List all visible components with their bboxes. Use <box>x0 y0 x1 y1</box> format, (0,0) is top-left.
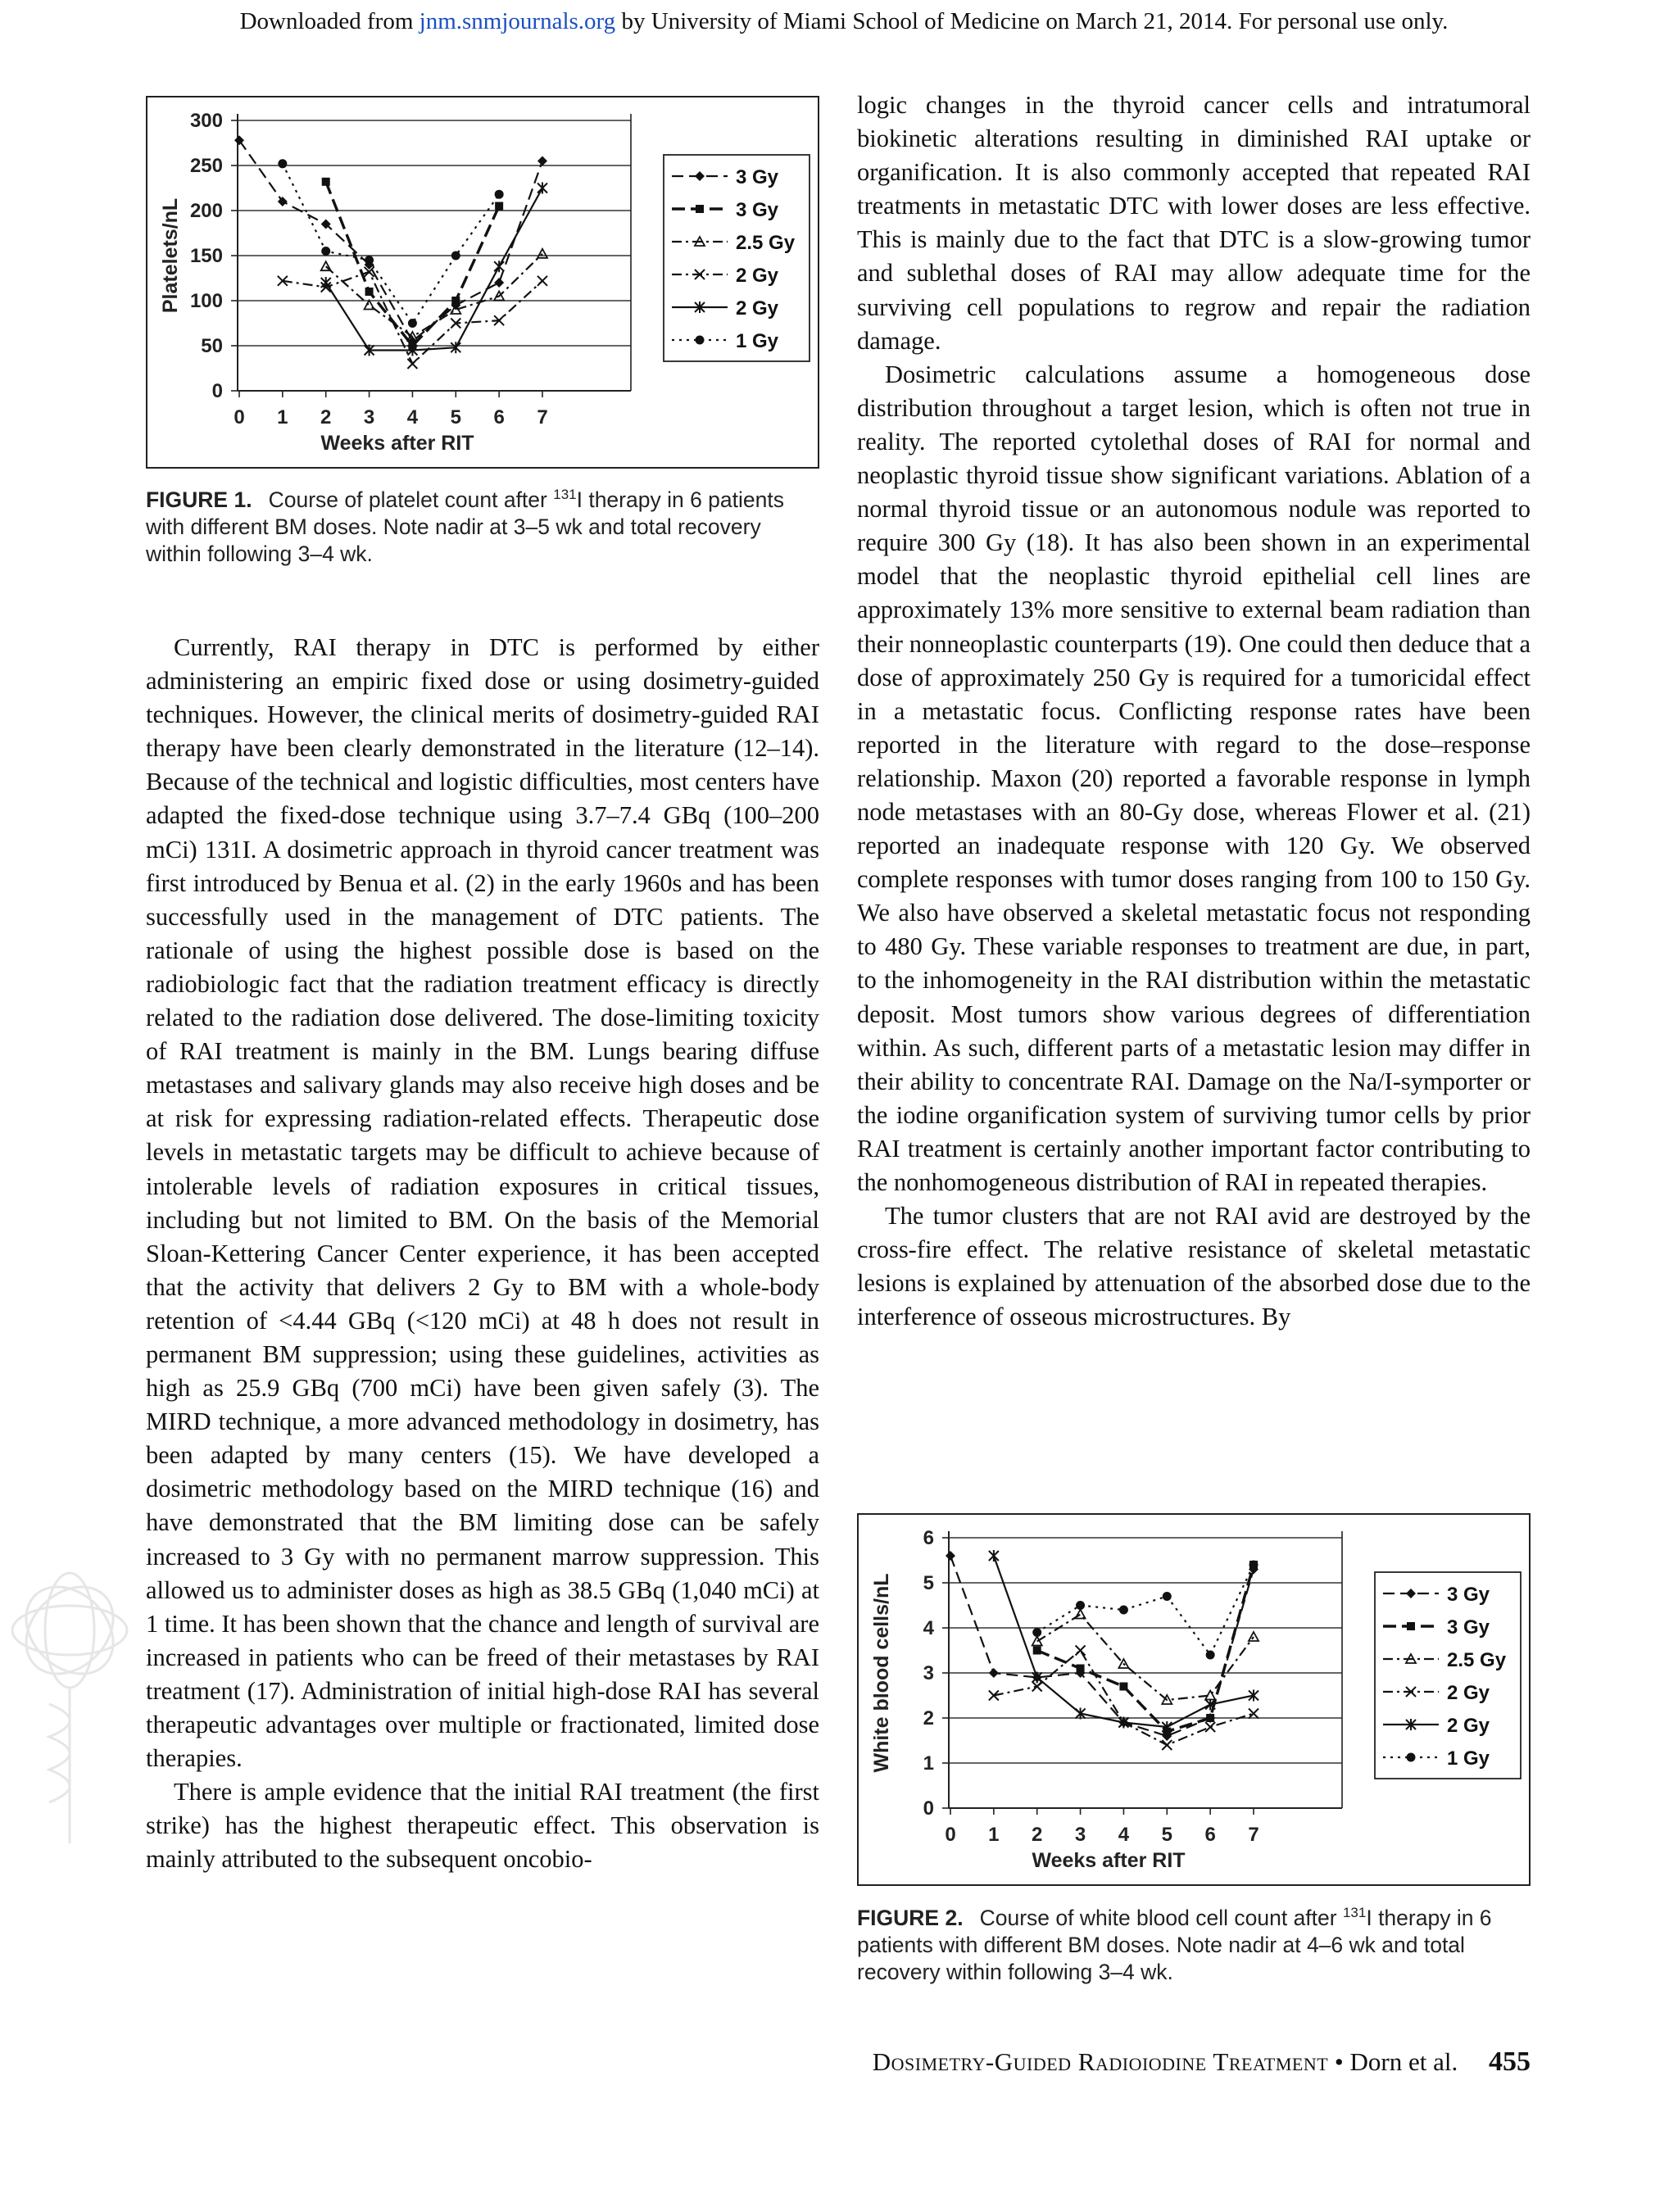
figure-1-caption-pre: Course of platelet count after <box>268 487 554 512</box>
series-circle <box>1032 1561 1258 1660</box>
legend-label: 1 Gy <box>1447 1747 1490 1770</box>
y-tick-label: 6 <box>923 1527 934 1549</box>
data-point-circle <box>408 319 417 328</box>
legend-label: 2 Gy <box>736 297 779 320</box>
data-point-circle <box>495 190 504 199</box>
series-line <box>326 188 542 351</box>
paragraph: There is ample evidence that the initial RAI treatment (the first strike) has the highest therapeutic effect. This observation is mainly attributed to the subsequent oncobio- <box>146 1778 819 1874</box>
legend-label: 2.5 Gy <box>736 232 796 254</box>
data-point-square <box>696 205 704 213</box>
data-point-x <box>1249 1709 1258 1719</box>
series-star <box>989 1550 1258 1733</box>
data-point-x <box>537 276 547 286</box>
legend-label: 3 Gy <box>736 199 779 221</box>
data-point-star <box>537 183 547 194</box>
figure-2-isotope-sup: 131 <box>1342 1905 1367 1920</box>
download-banner <box>131 7 1557 36</box>
x-tick-label: 7 <box>1248 1824 1259 1846</box>
data-point-star <box>989 1550 999 1562</box>
y-tick-label: 100 <box>189 290 223 312</box>
legend-label: 2 Gy <box>736 265 779 287</box>
data-point-triangle <box>1076 1610 1086 1619</box>
x-tick-label: 1 <box>988 1824 1000 1846</box>
data-point-x <box>1162 1740 1172 1750</box>
y-tick-label: 1 <box>923 1752 934 1775</box>
x-axis-label: Weeks after RIT <box>320 432 474 455</box>
footer-authors: Dorn et al. <box>1349 2047 1458 2076</box>
data-point-circle <box>365 256 374 265</box>
y-tick-label: 2 <box>923 1707 934 1729</box>
paragraph: logic changes in the thyroid cancer cells and intratumoral biokinetic alterations resulting in diminished RAI uptake or organification. It is also commonly accepted that repeated RAI treatments in metastatic DTC with lower doses are less effective. This is mainly due to the fact that DTC is a slow-growing tumor and sublethal doses of RAI may allow adequate time for the surviving cell populations to regrow and repair the radiation damage. <box>857 91 1531 355</box>
data-point-star <box>494 261 504 272</box>
x-axis-label: Weeks after RIT <box>1032 1849 1186 1872</box>
legend-label: 2 Gy <box>1447 1715 1490 1737</box>
data-point-circle <box>1076 1601 1085 1610</box>
series-line <box>1037 1565 1254 1732</box>
data-point-triangle <box>537 249 547 258</box>
figure-2-caption-post: I therapy in 6 patients with different BM doses. Note nadir at 4–6 wk and total recovery within following 3–4 wk. <box>857 1905 1492 1984</box>
paragraph: Currently, RAI therapy in DTC is performed by either administering an empiric fixed dose or using dosimetry-guided techniques. However, the clinical merits of dosimetry-guided RAI therapy have been clearly demonstrated in the literature (12–14). Because of the technical and logistic difficulties, most centers have adapted the fixed-dose technique using 3.7–7.4 GBq (100–200 mCi) 131I. A dosimetric approach in thyroid cancer treatment was first introduced by Benua et al. (2) in the early 1960s and has been successfully used in the management of DTC patients. The rationale of using the highest possible dose is based on the radiobiologic fact that the radiation treatment efficacy is directly related to the radiation dose delivered. The dose-limiting toxicity of RAI treatment is mainly in the BM. Lungs bearing diffuse metastases and salivary glands may also receive high doses and be at risk for expressing radiation-related effects. Therapeutic dose levels in metastatic targets may be difficult to achieve because of intolerable levels of radiation exposures in critical tissues, including but not limited to BM. On the basis of the Memorial Sloan-Kettering Cancer Center experience, it has been accepted that the activity that delivers 2 Gy to BM with a whole-body retention of <4.44 GBq (<120 mCi) at 48 h does not result in permanent BM suppression; using these guidelines, activities as high as 25.9 GBq (700 mCi) have been given safely (3). The MIRD technique, a more advanced methodology in dosimetry, has been adapted by many centers (15). We have developed a dosimetric methodology based on the MIRD technique (16) and have demonstrated that the BM limiting dose can be safely increased to 3 Gy with no permanent marrow suppression. This allowed us to administer doses as high as 38.5 GBq (1,040 mCi) at 1 time. It has been shown that the chance and length of survival are increased in patients who can be freed of their metastases by RAI treatment (17). Administration of initial high-dose RAI has several therapeutic advantages over multiple or fractionated, limited dose therapies. <box>146 633 819 1773</box>
data-point-circle <box>278 159 287 168</box>
x-tick-label: 2 <box>1032 1824 1043 1846</box>
series-star <box>321 183 547 356</box>
legend-label: 3 Gy <box>1447 1584 1490 1606</box>
y-tick-label: 250 <box>189 155 223 177</box>
data-point-circle <box>696 336 705 345</box>
x-tick-label: 0 <box>234 406 245 428</box>
data-point-circle <box>1032 1628 1041 1637</box>
figure-1-caption-post: I therapy in 6 patients with different BM doses. Note nadir at 3–5 wk and total recovery within following 3–4 wk. <box>146 487 784 566</box>
right-column-text <box>857 88 1531 1334</box>
data-point-circle <box>451 252 460 261</box>
series-triangle <box>1032 1610 1258 1705</box>
platelet-chart <box>147 97 818 467</box>
data-point-x <box>1205 1722 1215 1732</box>
series-square <box>1033 1561 1258 1736</box>
data-point-square <box>1119 1683 1127 1691</box>
data-point-square <box>1407 1622 1415 1630</box>
y-axis-label: Platelets/nL <box>159 197 182 314</box>
data-point-circle <box>1163 1592 1172 1601</box>
x-tick-label: 4 <box>406 406 419 428</box>
data-point-square <box>365 288 374 296</box>
x-tick-label: 0 <box>945 1824 956 1846</box>
paragraph: Dosimetric calculations assume a homogeneous dose distribution throughout a target lesion, which is often not true in reality. The reported cytolethal doses of RAI for normal and neoplastic thyroid tissue show significant variations. Ablation of a normal thyroid tissue or an autonomous nodule was reported to require 300 Gy (18). It has also been shown in an experimental model that the neoplastic thyroid epithelial cell lines are approximately 13% more sensitive to external beam radiation than their nonneoplastic counterparts (19). One could then deduce that a dose of approximately 250 Gy is required for a tumoricidal effect in a metastatic focus. Conflicting response rates have been reported in the literature with regard to the dose–response relationship. Maxon (20) reported a favorable response in lymph node metastases with an 80-Gy dose, whereas Flower et al. (21) reported an inadequate response with 120 Gy. We observed complete responses with tumor doses ranging from 100 to 150 Gy. We also have observed a skeletal metastatic focus not responding to 480 Gy. These variable responses to treatment are due, in part, to the inhomogeneity in the RAI distribution within the metastatic deposit. Most tumors show various degrees of differentiation within. As such, different parts of a metastatic lesion may differ in their ability to concentrate RAI. Damage on the Na/I-symporter or the iodine organification system of surviving tumor cells by prior RAI treatment is certainly another important factor contributing to the nonhomogeneous distribution of RAI in repeated therapies. <box>857 360 1531 1196</box>
x-tick-label: 3 <box>363 406 375 428</box>
data-point-triangle <box>321 261 331 270</box>
figure-1-isotope-sup: 131 <box>553 487 577 502</box>
x-tick-label: 6 <box>493 406 505 428</box>
left-column-text <box>146 631 819 1876</box>
data-point-triangle <box>365 301 374 310</box>
data-point-diamond <box>537 156 547 166</box>
y-tick-label: 4 <box>923 1617 934 1639</box>
x-tick-label: 1 <box>277 406 288 428</box>
wbc-chart <box>859 1515 1529 1884</box>
series-line <box>1037 1565 1254 1655</box>
x-tick-label: 5 <box>450 406 461 428</box>
data-point-circle <box>1407 1753 1416 1762</box>
data-point-square <box>1206 1714 1214 1722</box>
figure-2 <box>857 1513 1531 1886</box>
y-tick-label: 50 <box>201 335 223 357</box>
x-tick-label: 7 <box>537 406 548 428</box>
y-tick-label: 5 <box>923 1572 934 1594</box>
series-line <box>1037 1615 1254 1701</box>
data-point-circle <box>1249 1561 1258 1570</box>
data-point-diamond <box>989 1668 999 1678</box>
y-tick-label: 200 <box>189 200 223 222</box>
university-seal-watermark <box>0 1557 139 1852</box>
page-number: 455 <box>1489 2047 1531 2077</box>
y-tick-label: 3 <box>923 1662 934 1684</box>
x-tick-label: 4 <box>1118 1824 1130 1846</box>
page-footer <box>737 2046 1531 2078</box>
data-point-diamond <box>494 278 504 288</box>
figure-1-caption <box>146 481 819 568</box>
banner-suffix: by University of Miami School of Medicine on March 21, 2014. For personal use only. <box>615 8 1449 34</box>
data-point-square <box>1077 1665 1085 1673</box>
paragraph: The tumor clusters that are not RAI avid are destroyed by the cross-fire effect. The relative resistance of skeletal metastatic lesions is explained by attenuation of the absorbed dose due to the interference of osseous microstructures. By <box>857 1202 1531 1331</box>
x-tick-label: 6 <box>1204 1824 1216 1846</box>
figure-2-label: FIGURE 2. <box>857 1905 964 1930</box>
legend-label: 3 Gy <box>736 166 779 188</box>
legend-label: 1 Gy <box>736 330 779 352</box>
data-point-circle <box>1119 1606 1128 1615</box>
data-point-circle <box>1206 1651 1215 1660</box>
running-title: Dosimetry-Guided Radioiodine Treatment <box>872 2047 1329 2076</box>
series-x <box>989 1646 1258 1751</box>
figure-2-caption-pre: Course of white blood cell count after <box>979 1905 1343 1930</box>
x-tick-label: 3 <box>1074 1824 1086 1846</box>
banner-prefix: Downloaded from <box>239 8 420 34</box>
series-line <box>239 140 542 341</box>
data-point-x <box>1076 1646 1086 1656</box>
legend-label: 3 Gy <box>1447 1616 1490 1639</box>
data-point-triangle <box>1249 1632 1258 1641</box>
y-tick-label: 300 <box>189 110 223 132</box>
footer-separator: • <box>1334 2047 1344 2076</box>
data-point-x <box>407 359 417 369</box>
y-tick-label: 150 <box>189 245 223 267</box>
data-point-circle <box>321 247 330 256</box>
x-tick-label: 2 <box>320 406 332 428</box>
figure-1 <box>146 96 819 469</box>
data-point-diamond <box>946 1551 955 1561</box>
legend-label: 2 Gy <box>1447 1682 1490 1704</box>
series-line <box>283 164 499 324</box>
y-tick-label: 0 <box>211 380 223 402</box>
data-point-square <box>1033 1647 1041 1655</box>
legend-label: 2.5 Gy <box>1447 1649 1507 1671</box>
data-point-square <box>322 178 330 186</box>
x-tick-label: 5 <box>1161 1824 1172 1846</box>
y-axis-label: White blood cells/nL <box>870 1573 893 1773</box>
data-point-square <box>495 202 503 211</box>
figure-2-caption <box>857 1899 1531 1986</box>
figure-1-label: FIGURE 1. <box>146 487 252 512</box>
journal-link[interactable]: jnm.snmjournals.org <box>419 8 616 34</box>
y-tick-label: 0 <box>923 1797 934 1820</box>
